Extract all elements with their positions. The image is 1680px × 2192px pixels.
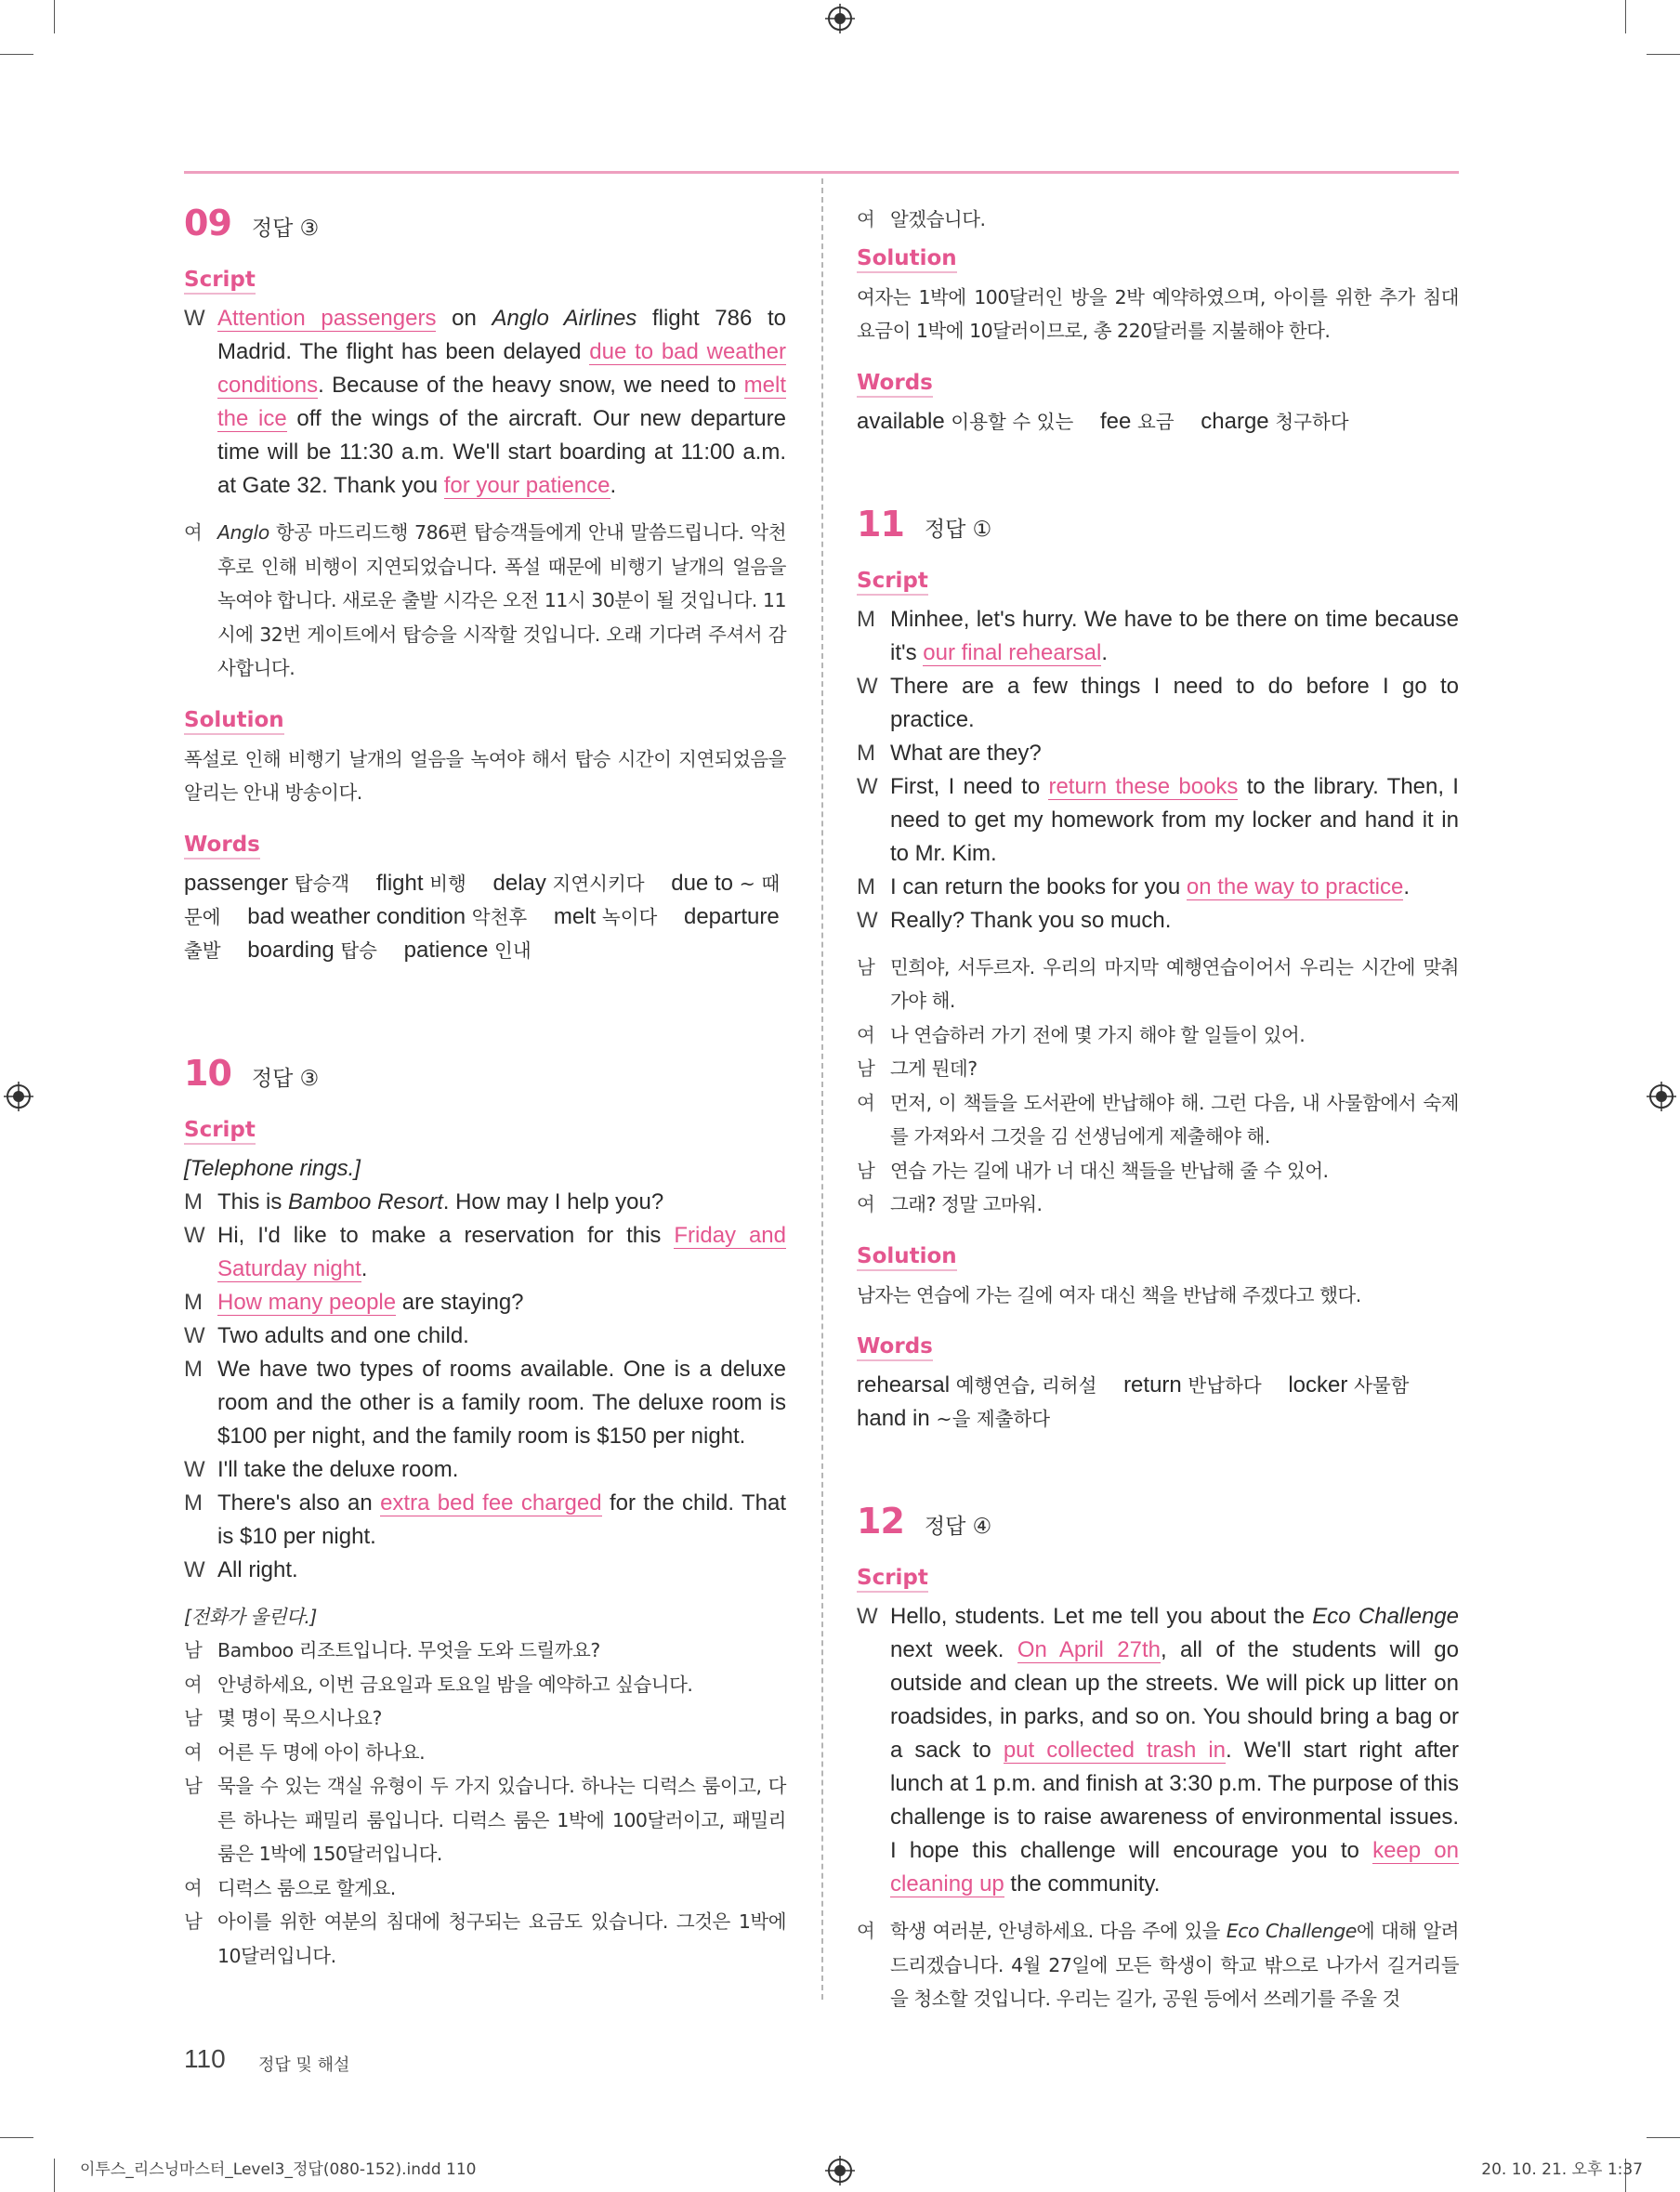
speaker-label: M [857,606,875,632]
question-number: 09 [184,203,231,243]
dialogue-line [184,302,786,503]
word-entry: locker 사물함 [1288,1372,1410,1398]
speaker-label: W [857,1604,878,1629]
script-block [184,1186,786,1587]
word-entry: delay 지연시키다 [492,870,645,896]
speaker-label: W [184,1222,205,1248]
line-text: 그래? 정말 고마워. [890,1193,1043,1215]
section-title: 정답 및 해설 [258,2055,350,2075]
line-text: 학생 여러분, 안녕하세요. 다음 주에 있을 Eco Challenge에 대해 알려 드리겠습니다. 4월 27일에 모든 학생이 학교 밖으로 나가서 길거리들을 청소할 것입니다. 우리는 길가, 공원 등에서 쓰레기를 주울 것 [890,1920,1459,2010]
answer-label: 정답 ③ [251,217,320,241]
dialogue-line [184,1353,786,1453]
line-text: Hello, students. Let me tell you about the Eco Challenge next week. On April 27th, all of the students will go outside and clean up the streets. We will pick up litter on roadsides, in parks, and so on. You should bring a bag or a sack to put collected trash in. We'll start right after lunch at 1 p.m. and finish at 3:30 p.m. The purpose of this challenge is to raise awareness of environmental issues. I hope this challenge will encourage you to keep on cleaning up the community. [890,1604,1460,1897]
registration-mark-icon [4,1082,33,1111]
section-label-words: Words [184,833,260,860]
dialogue-line [184,1453,786,1487]
word-entry: flight 비행 [375,870,466,896]
key-phrase: How many people [217,1289,397,1315]
speaker-label: 여 [184,521,203,544]
word-entry: charge 청구하다 [1201,408,1349,434]
section-label-script: Script [857,569,928,596]
script-block [857,1600,1459,1901]
line-text: 알겠습니다. [890,208,986,230]
section-label-solution: Solution [857,246,957,273]
translation-block [184,1634,786,1973]
dialogue-line [857,951,1459,1018]
dialogue-line [184,1736,786,1770]
right-column [857,203,1459,2016]
dialogue-line [857,904,1459,938]
script-block [857,603,1459,938]
column-divider [821,178,823,2000]
top-rule [184,171,1459,174]
crop-mark [1625,0,1626,33]
line-text: What are they? [890,740,1042,766]
translation-block [857,1914,1459,2016]
dialogue-line [857,770,1459,871]
line-text: There are a few things I need to do before I go to practice. [890,673,1459,732]
speaker-label: 여 [184,1673,203,1696]
speaker-label: 남 [184,1775,203,1797]
speaker-label: W [184,1456,205,1482]
speaker-label: 여 [184,1876,203,1899]
key-phrase: put collected trash in [1003,1738,1227,1763]
section-label-script: Script [184,268,256,295]
word-entry: hand in ~을 제출하다 [857,1406,1051,1431]
dialogue-line [184,1554,786,1587]
script-block [184,302,786,503]
solution-text: 여자는 1박에 100달러인 방을 2박 예약하였으며, 아이를 위한 추가 침대 요금이 1박에 10달러이므로, 총 220달러를 지불해야 한다. [857,285,1459,342]
word-entry: bad weather condition 악천후 [247,903,528,929]
speaker-label: W [857,773,878,799]
dialogue-line [857,1052,1459,1086]
speaker-label: 여 [857,1023,875,1046]
line-text: Attention passengers on Anglo Airlines flight 786 to Madrid. The flight has been delayed due to bad weather conditions. Because of the heavy snow, we need to melt the ice off the wings of the aircraft. Our new departure time will be 11:30 a.m. We'll start boarding at 11:00 a.m. at Gate 32. Thank you for your patience. [217,306,787,498]
dialogue-line [857,603,1459,670]
answer-label: 정답 ① [924,517,992,542]
dialogue-line [184,1871,786,1906]
speaker-label: M [857,740,875,766]
dialogue-line [184,1701,786,1736]
words-list [184,867,786,967]
dialogue-line [184,1634,786,1668]
speaker-label: 남 [857,1159,875,1182]
key-phrase: due to bad weather conditions [217,339,786,398]
speaker-label: 여 [857,1193,875,1215]
word-entry: departure 출발 [184,903,780,962]
key-phrase: on the way to practice [1186,873,1404,899]
question-header [184,203,786,243]
crop-mark [1647,2137,1680,2138]
dialogue-line [857,871,1459,904]
dialogue-line [184,1487,786,1554]
dialogue-line [184,1219,786,1286]
speaker-label: W [184,1322,205,1348]
dialogue-line [184,1769,786,1871]
dialogue-line [184,1286,786,1319]
section-label-solution: Solution [184,708,284,735]
speaker-label: W [857,907,878,933]
line-text: All right. [217,1556,298,1582]
dialogue-line [857,1154,1459,1188]
line-text: 나 연습하러 가기 전에 몇 가지 해야 할 일들이 있어. [890,1023,1306,1046]
line-text: First, I need to return these books to the library. Then, I need to get my homework from my locker and hand it in to Mr. Kim. [890,773,1459,866]
speaker-label: 남 [184,1639,203,1661]
crop-mark [1647,54,1680,55]
question-number: 10 [184,1052,231,1094]
dialogue-line [857,1914,1459,2016]
crop-mark [54,2159,55,2192]
dialogue-line [184,1668,786,1702]
translation-block [857,951,1459,1222]
key-phrase: for your patience [443,473,610,498]
speaker-label: 남 [184,1707,203,1729]
line-text: Really? Thank you so much. [890,907,1172,933]
section-label-words: Words [857,1334,933,1361]
line-text: 묵을 수 있는 객실 유형이 두 가지 있습니다. 하나는 디럭스 룸이고, 다른 하나는 패밀리 룸입니다. 디럭스 룸은 1박에 100달러이고, 패밀리 룸은 1박에 150달러입니다. [217,1775,786,1865]
word-entry: fee 요금 [1099,408,1175,434]
answer-label: 정답 ④ [924,1515,992,1539]
word-entry: boarding 탑승 [247,937,377,963]
speaker-label: M [184,1289,203,1315]
line-text: There's also an extra bed fee charged for the child. That is $10 per night. [217,1490,786,1549]
word-entry: available 이용할 수 있는 [857,408,1074,434]
dialogue-line [857,1018,1459,1053]
speaker-label: W [857,673,878,699]
file-slug: 이투스_리스닝마스터_Level3_정답(080-152).indd 110 [80,2160,477,2179]
key-phrase: On April 27th [1017,1637,1161,1662]
question-header [857,504,1459,545]
dialogue-line [857,1188,1459,1222]
dialogue-line [184,516,786,686]
crop-mark [0,2137,33,2138]
key-phrase: keep on cleaning up [890,1838,1459,1897]
line-text: How many people are staying? [217,1289,524,1315]
dialogue-line [184,1905,786,1973]
line-text: 민희야, 서두르자. 우리의 마지막 예행연습이어서 우리는 시간에 맞춰 가야 해. [890,955,1459,1012]
line-text: 연습 가는 길에 내가 너 대신 책들을 반납해 줄 수 있어. [890,1159,1329,1182]
dialogue-line [857,1600,1459,1901]
line-text: 아이를 위한 여분의 침대에 청구되는 요금도 있습니다. 그것은 1박에 10달러입니다. [217,1910,786,1967]
print-timestamp: 20. 10. 21. 오후 1:37 [1481,2160,1643,2179]
question-number: 12 [857,1501,904,1542]
speaker-label: 여 [857,1091,875,1114]
line-text: 그게 뭔데? [890,1057,978,1080]
key-phrase: melt the ice [217,373,786,431]
line-text: Anglo 항공 마드리드행 786편 탑승객들에게 안내 말씀드립니다. 악천후로 인해 비행이 지연되었습니다. 폭설 때문에 비행기 날개의 얼음을 녹여야 합니다. 새로운 출발 시각은 오전 11시 30분이 될 것입니다. 11시에 32번 게이트에서 탑승을 시작할 것입니다. 오래 기다려 주셔서 감사합니다. [217,521,786,679]
section-label-script: Script [857,1566,928,1593]
line-text: 안녕하세요, 이번 금요일과 토요일 밤을 예약하고 싶습니다. [217,1673,693,1696]
section-label-solution: Solution [857,1244,957,1271]
question-header [857,1501,1459,1542]
speaker-label: M [184,1188,203,1214]
solution-text: 남자는 연습에 가는 길에 여자 대신 책을 반납해 주겠다고 했다. [857,1283,1361,1306]
speaker-label: 여 [184,1740,203,1764]
speaker-label: 남 [184,1910,203,1933]
dialogue-line [857,203,1459,237]
stage-direction: [Telephone rings.] [184,1155,361,1181]
speaker-label: 남 [857,955,875,978]
page-number: 110 [184,2044,226,2073]
key-phrase: extra bed fee charged [380,1490,602,1516]
registration-mark-icon [825,4,855,33]
speaker-label: M [184,1356,203,1382]
speaker-label: M [857,873,875,899]
dialogue-line [184,1186,786,1219]
key-phrase: return these books [1048,773,1239,799]
speaker-label: W [184,306,205,331]
line-text: 디럭스 룸으로 할게요. [217,1876,396,1899]
stage-direction-ko: [전화가 울린다.] [184,1605,317,1628]
crop-mark [0,54,33,55]
line-text: 먼저, 이 책들을 도서관에 반납해야 해. 그런 다음, 내 사물함에서 숙제를 가져와서 그것을 김 선생님에게 제출해야 해. [890,1091,1459,1148]
speaker-label: 여 [857,1920,875,1942]
registration-mark-icon [825,2156,855,2185]
word-entry: return 반납하다 [1123,1372,1262,1398]
line-text: 몇 명이 묵으시나요? [217,1707,382,1729]
key-phrase: our final rehearsal [923,639,1102,665]
question-header [184,1053,786,1094]
word-entry: melt 녹이다 [553,903,658,929]
word-entry: rehearsal 예행연습, 리허설 [857,1372,1097,1398]
translation-block [857,203,1459,237]
registration-mark-icon [1647,1082,1676,1111]
word-entry: due to ~ 때문에 [184,870,781,928]
answer-label: 정답 ③ [251,1066,320,1091]
key-phrase: Attention passengers [217,306,437,331]
line-text: Minhee, let's hurry. We have to be there on time because it's our final rehearsal. [890,606,1459,665]
speaker-label: 남 [857,1057,875,1080]
line-text: Two adults and one child. [217,1322,469,1348]
speaker-label: W [184,1556,205,1582]
key-phrase: Friday and Saturday night [217,1222,787,1281]
word-entry: passenger 탑승객 [184,870,350,896]
speaker-label: 여 [857,208,875,230]
section-label-script: Script [184,1118,256,1145]
line-text: I'll take the deluxe room. [217,1456,459,1482]
dialogue-line [857,1086,1459,1154]
speaker-label: M [184,1490,203,1516]
translation-block [184,516,786,686]
solution-text: 폭설로 인해 비행기 날개의 얼음을 녹여야 해서 탑승 시간이 지연되었음을 알리는 안내 방송이다. [184,747,786,804]
question-number: 11 [857,503,904,545]
left-column [184,203,786,1973]
crop-mark [54,0,55,33]
word-entry: patience 인내 [403,937,532,963]
line-text: Bamboo 리조트입니다. 무엇을 도와 드릴까요? [217,1639,600,1661]
line-text: We have two types of rooms available. One is a deluxe room and the other is a family room. The deluxe room is $100 per night, and the family room is $150 per night. [217,1356,786,1449]
line-text: This is Bamboo Resort. How may I help you? [217,1188,664,1214]
words-list [857,405,1459,439]
dialogue-line [184,1319,786,1353]
line-text: Hi, I'd like to make a reservation for this Friday and Saturday night. [217,1222,787,1281]
dialogue-line [857,670,1459,737]
words-list [857,1369,1459,1436]
section-label-words: Words [857,371,933,398]
line-text: 어른 두 명에 아이 하나요. [217,1740,426,1764]
line-text: I can return the books for you on the way to practice. [890,873,1410,899]
dialogue-line [857,737,1459,770]
